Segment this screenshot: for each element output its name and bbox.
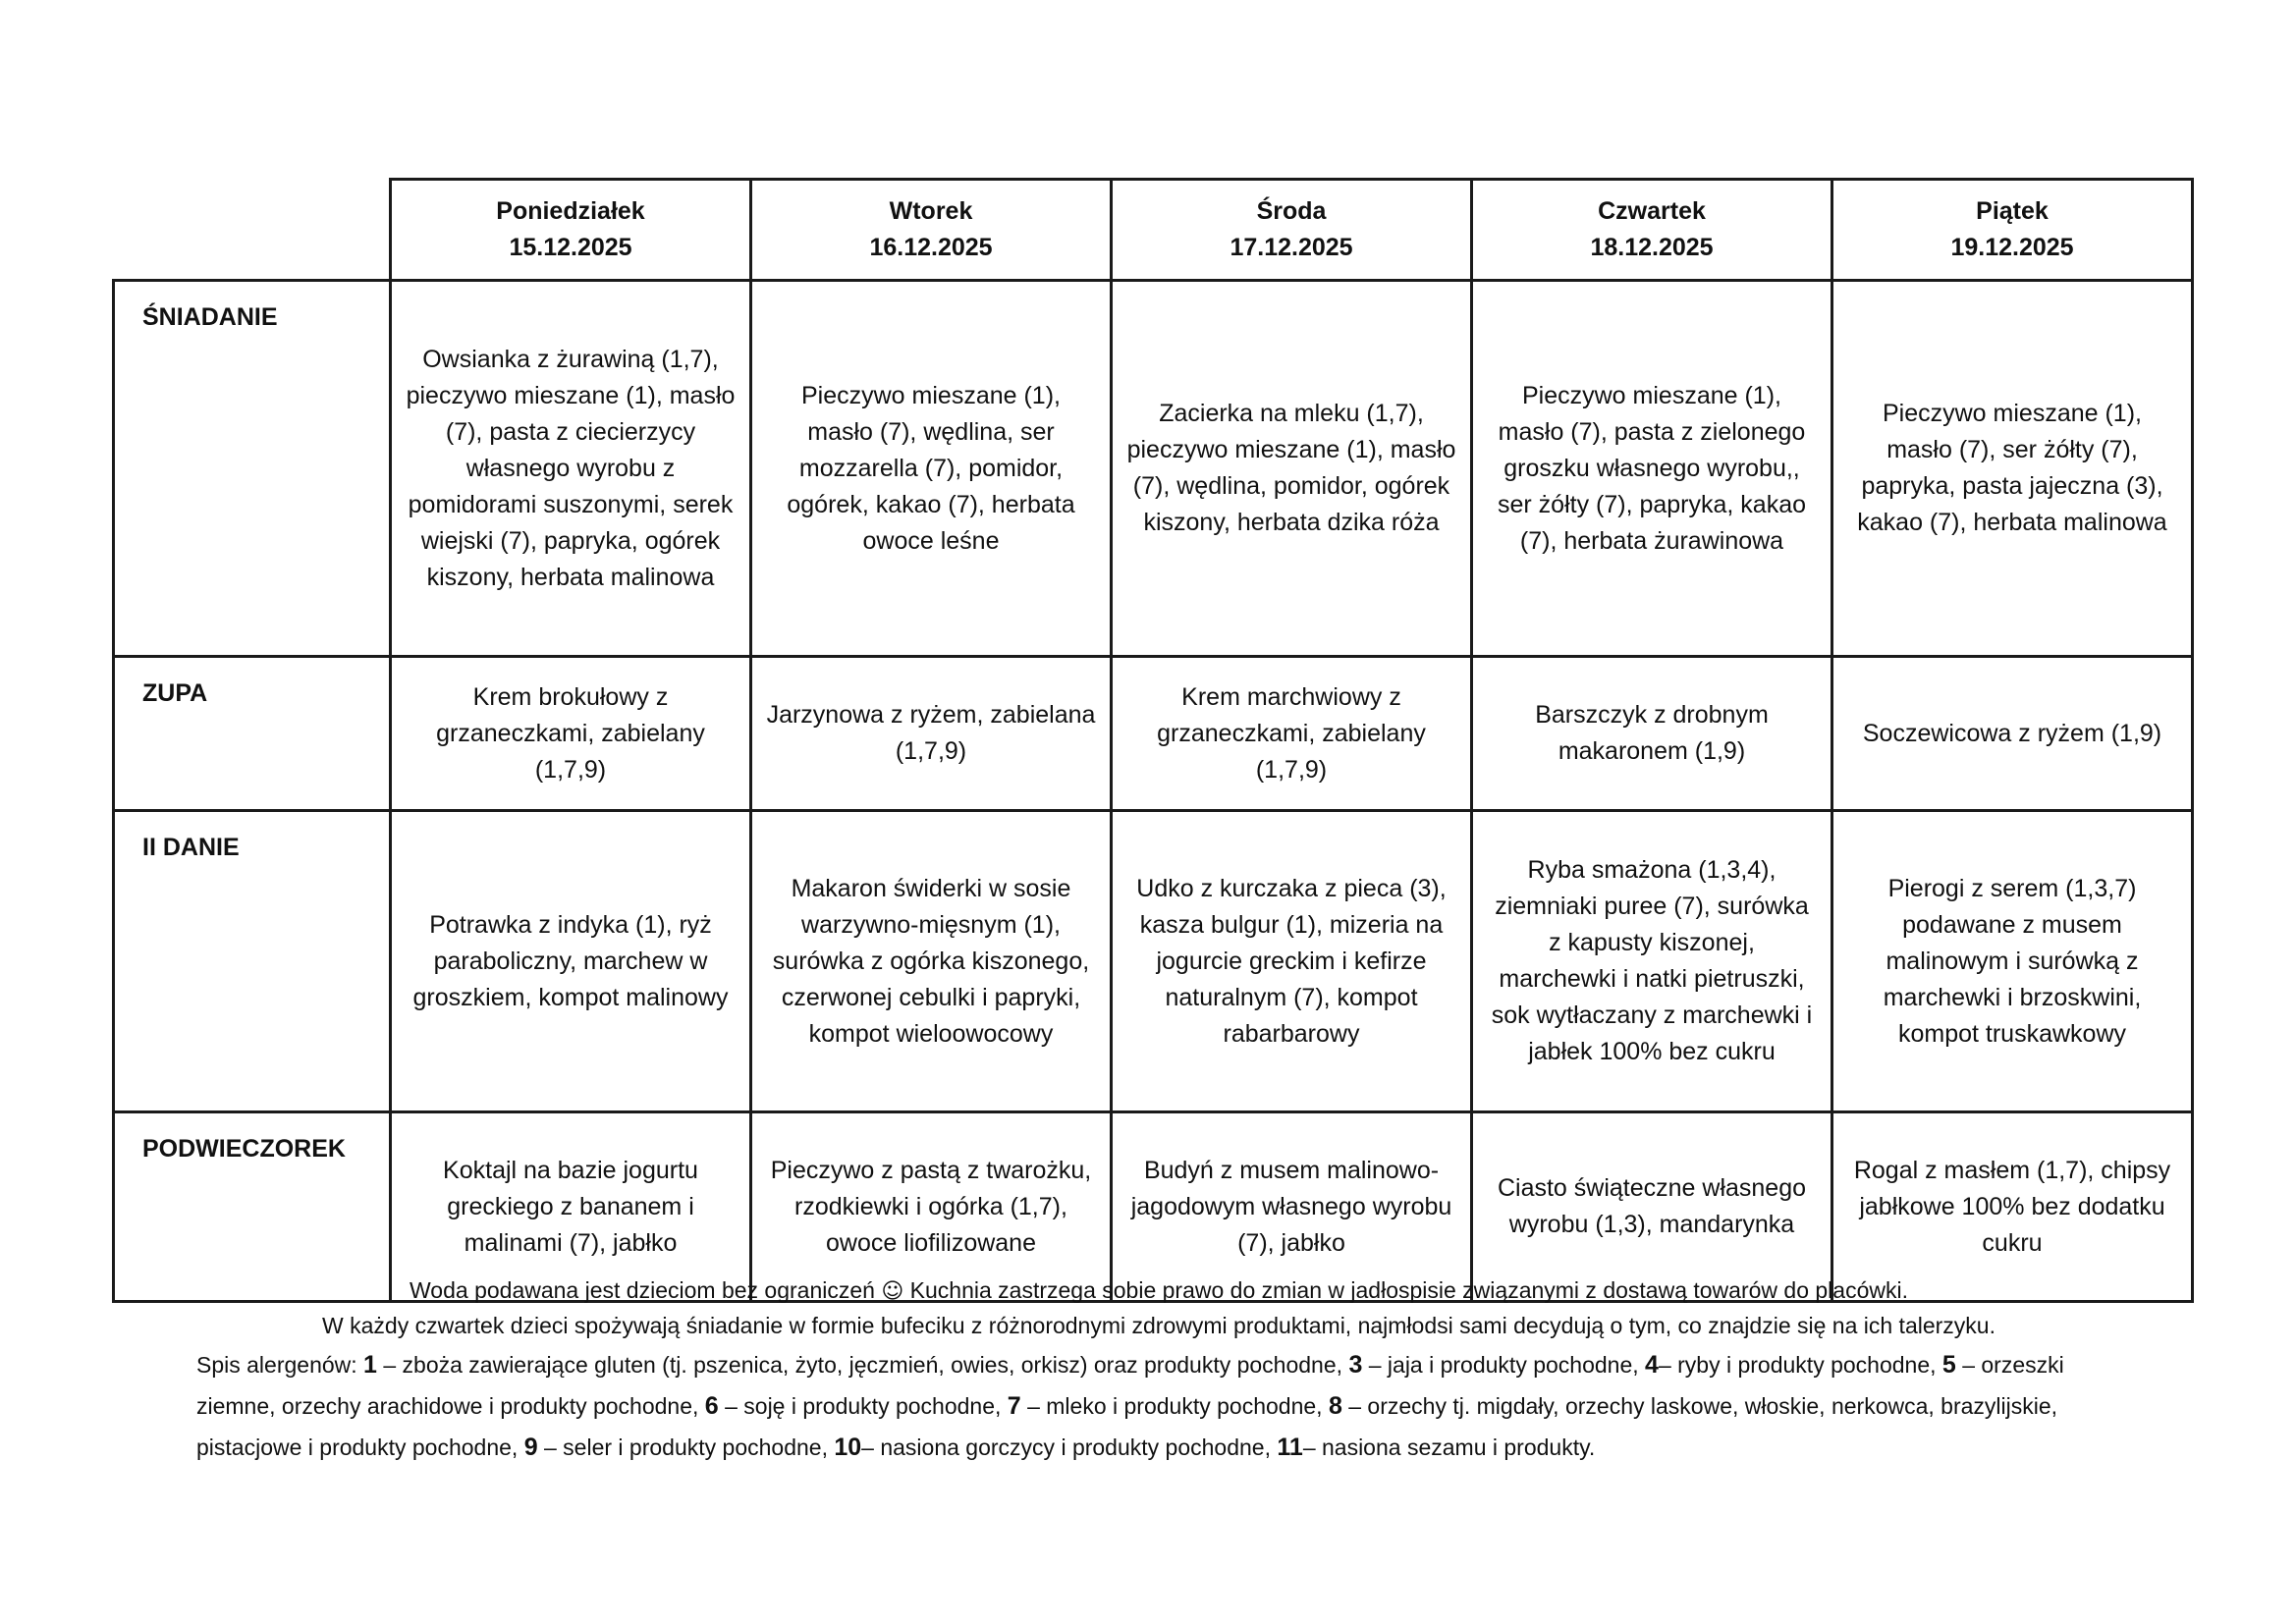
allergen-number: 8 bbox=[1328, 1392, 1342, 1420]
menu-cell-text: Owsianka z żurawiną (1,7), pieczywo mieszane (1), masło (7), pasta z ciecierzycy własnego wyrobu z pomidorami suszonymi, serek wiejski (7), papryka, ogórek kiszony, herbata malinowa bbox=[406, 345, 736, 591]
allergen-list bbox=[196, 1344, 2121, 1468]
menu-cell-text: Krem brokułowy z grzaneczkami, zabielany (1,7,9) bbox=[436, 682, 705, 784]
day-name: Czwartek bbox=[1598, 197, 1706, 225]
menu-cell-text: Makaron świderki w sosie warzywno-mięsnym (1), surówka z ogórka kiszonego, czerwonej cebulki i papryki, kompot wieloowocowy bbox=[772, 874, 1090, 1048]
allergen-description: – jaja i produkty pochodne, bbox=[1362, 1352, 1639, 1378]
menu-cell-text: Barszczyk z drobnym makaronem (1,9) bbox=[1535, 701, 1769, 765]
allergen-entry bbox=[698, 1393, 1001, 1419]
day-date: 19.12.2025 bbox=[1950, 234, 2074, 261]
allergen-number: 9 bbox=[523, 1434, 538, 1461]
menu-cell bbox=[391, 281, 751, 657]
allergen-description: – ryby i produkty pochodne, bbox=[1658, 1352, 1937, 1378]
day-date: 16.12.2025 bbox=[869, 234, 993, 261]
meal-label: II DANIE bbox=[114, 811, 391, 1112]
allergen-entry bbox=[363, 1352, 1342, 1378]
day-header-tuesday bbox=[751, 180, 1112, 281]
menu-cell bbox=[1112, 657, 1472, 811]
day-header-row bbox=[114, 180, 2193, 281]
water-notice bbox=[196, 1273, 2121, 1309]
menu-cell-text: Pieczywo mieszane (1), masło (7), ser żółty (7), papryka, pasta jajeczna (3), kakao (7), herbata malinowa bbox=[1857, 400, 2167, 536]
menu-cell bbox=[391, 811, 751, 1112]
kitchen-notice-text: Kuchnia zastrzega sobie prawo do zmian w jadłospisie związanymi z dostawą towarów do placówki. bbox=[909, 1277, 1908, 1303]
menu-cell bbox=[1472, 657, 1832, 811]
menu-cell-text: Koktajl na bazie jogurtu greckiego z bananem i malinami (7), jabłko bbox=[443, 1156, 698, 1257]
day-date: 18.12.2025 bbox=[1590, 234, 1714, 261]
menu-cell-text: Udko z kurczaka z pieca (3), kasza bulgur (1), mizeria na jogurcie greckim i kefirze naturalnym (7), kompot rabarbarowy bbox=[1136, 874, 1447, 1048]
menu-cell bbox=[1112, 281, 1472, 657]
meal-label: ZUPA bbox=[114, 657, 391, 811]
menu-cell-text: Rogal z masłem (1,7), chipsy jabłkowe 100% bez dodatku cukru bbox=[1853, 1156, 2171, 1257]
allergen-items bbox=[196, 1352, 2064, 1460]
menu-cell bbox=[751, 657, 1112, 811]
menu-cell bbox=[751, 811, 1112, 1112]
allergen-number: 5 bbox=[1941, 1351, 1956, 1379]
weekly-menu-table bbox=[112, 178, 2194, 1303]
menu-cell-text: Pierogi z serem (1,3,7) podawane z musem malinowym i surówką z marchewki i brzoskwini, kompot truskawkowy bbox=[1883, 874, 2142, 1048]
meal-row-breakfast bbox=[114, 281, 2193, 657]
day-date: 15.12.2025 bbox=[509, 234, 632, 261]
allergen-description: – nasiona sezamu i produkty. bbox=[1302, 1435, 1596, 1460]
allergen-entry bbox=[1342, 1352, 1639, 1378]
menu-cell-text: Pieczywo z pastą z twarożku, rzodkiewki i ogórka (1,7), owoce liofilizowane bbox=[770, 1156, 1092, 1257]
menu-cell-text: Krem marchwiowy z grzaneczkami, zabielany (1,7,9) bbox=[1157, 682, 1426, 784]
day-name: Środa bbox=[1256, 197, 1327, 225]
day-name: Wtorek bbox=[889, 197, 973, 225]
allergen-number: 10 bbox=[834, 1434, 862, 1461]
meal-row-soup bbox=[114, 657, 2193, 811]
menu-cell-text: Jarzynowa z ryżem, zabielana (1,7,9) bbox=[766, 701, 1096, 765]
day-date: 17.12.2025 bbox=[1230, 234, 1353, 261]
smiley-icon: ☺ bbox=[881, 1279, 904, 1304]
allergen-description: – orzechy tj. migdały, orzechy laskowe, włoskie, nerkowca, brazylijskie, pistacjowe i produkty pochodne, bbox=[196, 1393, 2058, 1460]
corner-cell bbox=[114, 180, 391, 281]
menu-cell bbox=[1112, 811, 1472, 1112]
allergen-entry bbox=[518, 1435, 828, 1460]
menu-cell bbox=[1832, 657, 2193, 811]
allergen-entry bbox=[1271, 1435, 1595, 1460]
menu-cell bbox=[1472, 281, 1832, 657]
menu-cell bbox=[1832, 281, 2193, 657]
menu-cell bbox=[391, 657, 751, 811]
allergen-number: 3 bbox=[1348, 1351, 1363, 1379]
menu-cell-text: Zacierka na mleku (1,7), pieczywo mieszane (1), masło (7), wędlina, pomidor, ogórek kiszony, herbata dzika róża bbox=[1126, 400, 1456, 536]
menu-cell-text: Budyń z musem malinowo-jagodowym własnego wyrobu (7), jabłko bbox=[1130, 1156, 1452, 1257]
allergen-description: – seler i produkty pochodne, bbox=[537, 1435, 828, 1460]
allergen-number: 1 bbox=[363, 1351, 377, 1379]
day-name: Piątek bbox=[1976, 197, 2049, 225]
menu-cell-text: Soczewicowa z ryżem (1,9) bbox=[1862, 719, 2162, 747]
allergen-description: – nasiona gorczycy i produkty pochodne, bbox=[861, 1435, 1271, 1460]
allergen-description: – soję i produkty pochodne, bbox=[718, 1393, 1002, 1419]
day-name: Poniedziałek bbox=[496, 197, 645, 225]
allergen-description: – mleko i produkty pochodne, bbox=[1020, 1393, 1323, 1419]
meal-row-main-course bbox=[114, 811, 2193, 1112]
allergen-number: 11 bbox=[1277, 1434, 1303, 1461]
menu-cell bbox=[751, 281, 1112, 657]
allergen-list-label: Spis alergenów: bbox=[196, 1352, 357, 1378]
water-notice-text: Woda podawana jest dzieciom bez ograniczeń bbox=[410, 1277, 875, 1303]
menu-cell-text: Pieczywo mieszane (1), masło (7), wędlina, ser mozzarella (7), pomidor, ogórek, kakao (7), herbata owoce leśne bbox=[787, 381, 1075, 555]
allergen-number: 4 bbox=[1645, 1351, 1659, 1379]
meal-label: ŚNIADANIE bbox=[114, 281, 391, 657]
allergen-entry bbox=[1001, 1393, 1322, 1419]
menu-cell-text: Pieczywo mieszane (1), masło (7), pasta z zielonego groszku własnego wyrobu,, ser żółty (7), papryka, kakao (7), herbata żurawinowa bbox=[1497, 381, 1806, 555]
allergen-description: – orzeszki ziemne, orzechy arachidowe i produkty pochodne, bbox=[196, 1352, 2064, 1419]
day-header-monday bbox=[391, 180, 751, 281]
day-header-thursday bbox=[1472, 180, 1832, 281]
meal-label: PODWIECZOREK bbox=[114, 1112, 391, 1302]
day-header-friday bbox=[1832, 180, 2193, 281]
day-header-wednesday bbox=[1112, 180, 1472, 281]
menu-cell-text: Ryba smażona (1,3,4), ziemniaki puree (7), surówka z kapusty kiszonej, marchewki i natki pietruszki, sok wytłaczany z marchewki i jabłek 100% bez cukru bbox=[1491, 856, 1813, 1065]
allergen-entry bbox=[828, 1435, 1271, 1460]
allergen-description: – zboża zawierające gluten (tj. pszenica, żyto, jęczmień, owies, orkisz) oraz produkty pochodne, bbox=[376, 1352, 1343, 1378]
menu-footer bbox=[196, 1273, 2121, 1468]
allergen-entry bbox=[1639, 1352, 1937, 1378]
menu-cell bbox=[1472, 811, 1832, 1112]
thursday-buffet-notice: W każdy czwartek dzieci spożywają śniadanie w formie bufeciku z różnorodnymi zdrowymi produktami, najmłodsi sami decydują o tym, co znajdzie się na ich talerzyku. bbox=[322, 1313, 1995, 1338]
menu-cell-text: Potrawka z indyka (1), ryż paraboliczny, marchew w groszkiem, kompot malinowy bbox=[412, 910, 729, 1011]
menu-cell-text: Ciasto świąteczne własnego wyrobu (1,3), mandarynka bbox=[1497, 1174, 1807, 1238]
allergen-number: 6 bbox=[704, 1392, 719, 1420]
menu-cell bbox=[1832, 811, 2193, 1112]
allergen-number: 7 bbox=[1007, 1392, 1021, 1420]
